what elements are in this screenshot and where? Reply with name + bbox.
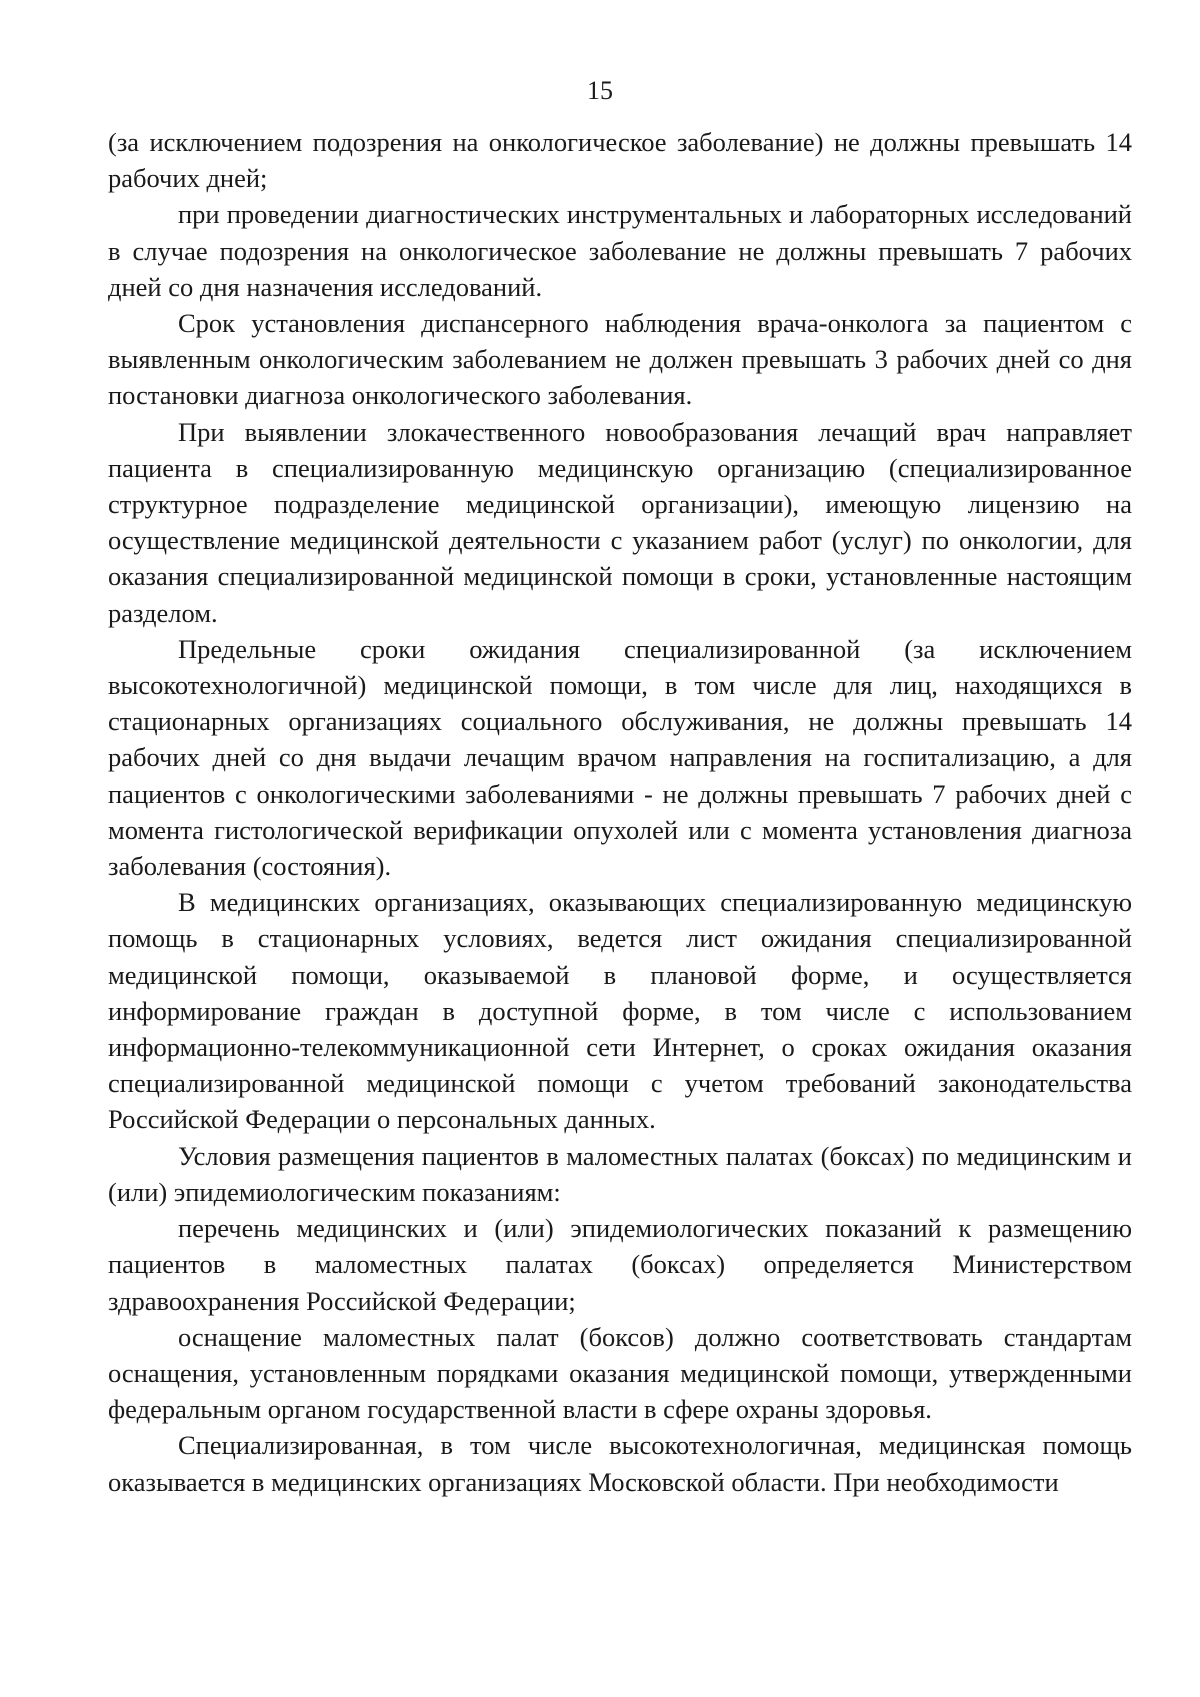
- paragraph-waiting-limits: Предельные сроки ожидания специализированной (за исключением высокотехнологичной) медицинской помощи, в том числе для лиц, находящихся в стационарных организациях социального обслуживания, не должны превышать 14 рабочих дней со дня выдачи лечащим врачом направления на госпитализацию, а для пациентов с онкологическими заболеваниями - не должны превышать 7 рабочих дней с момента гистологической верификации опухолей или с момента установления диагноза заболевания (состояния).: [108, 633, 1132, 882]
- paragraph-ward-equipment: оснащение маломестных палат (боксов) должно соответствовать стандартам оснащения, установленным порядками оказания медицинской помощи, утвержденными федеральным органом государственной власти в сфере охраны здоровья.: [108, 1321, 1132, 1425]
- paragraph-continuation: (за исключением подозрения на онкологическое заболевание) не должны превышать 14 рабочих дней;: [108, 127, 1132, 194]
- paragraph-malignancy-referral: При выявлении злокачественного новообразования лечащий врач направляет пациента в специализированную медицинскую организацию (специализированное структурное подразделение медицинской организации), имеющую лицензию на осуществление медицинской деятельности с указанием работ (услуг) по онкологии, для оказания специализированной медицинской помощи в сроки, установленные настоящим разделом.: [108, 416, 1132, 628]
- paragraph-dispensary-observation: Срок установления диспансерного наблюдения врача-онколога за пациентом с выявленным онкологическим заболеванием не должен превышать 3 рабочих дней со дня постановки диагноза онкологического заболевания.: [108, 308, 1132, 411]
- document-body: [108, 124, 1132, 1500]
- paragraph-diagnostic-terms: при проведении диагностических инструментальных и лабораторных исследований в случае подозрения на онкологическое заболевание не должны превышать 7 рабочих дней со дня назначения исследований.: [108, 199, 1132, 302]
- page-number: 15: [587, 76, 613, 105]
- paragraph-ward-conditions: Условия размещения пациентов в маломестных палатах (боксах) по медицинским и (или) эпидемиологическим показаниям:: [108, 1140, 1132, 1207]
- paragraph-specialized-care: Специализированная, в том числе высокотехнологичная, медицинская помощь оказывается в медицинских организациях Московской области. При необходимости: [108, 1430, 1132, 1497]
- paragraph-indications-list: перечень медицинских и (или) эпидемиологических показаний к размещению пациентов в маломестных палатах (боксах) определяется Министерством здравоохранения Российской Федерации;: [108, 1213, 1132, 1316]
- paragraph-waiting-list: В медицинских организациях, оказывающих специализированную медицинскую помощь в стационарных условиях, ведется лист ожидания специализированной медицинской помощи, оказываемой в плановой форме, и осуществляется информирование граждан в доступной форме, в том числе с использованием информационно-телекоммуникационной сети Интернет, о сроках ожидания оказания специализированной медицинской помощи с учетом требований законодательства Российской Федерации о персональных данных.: [108, 887, 1132, 1135]
